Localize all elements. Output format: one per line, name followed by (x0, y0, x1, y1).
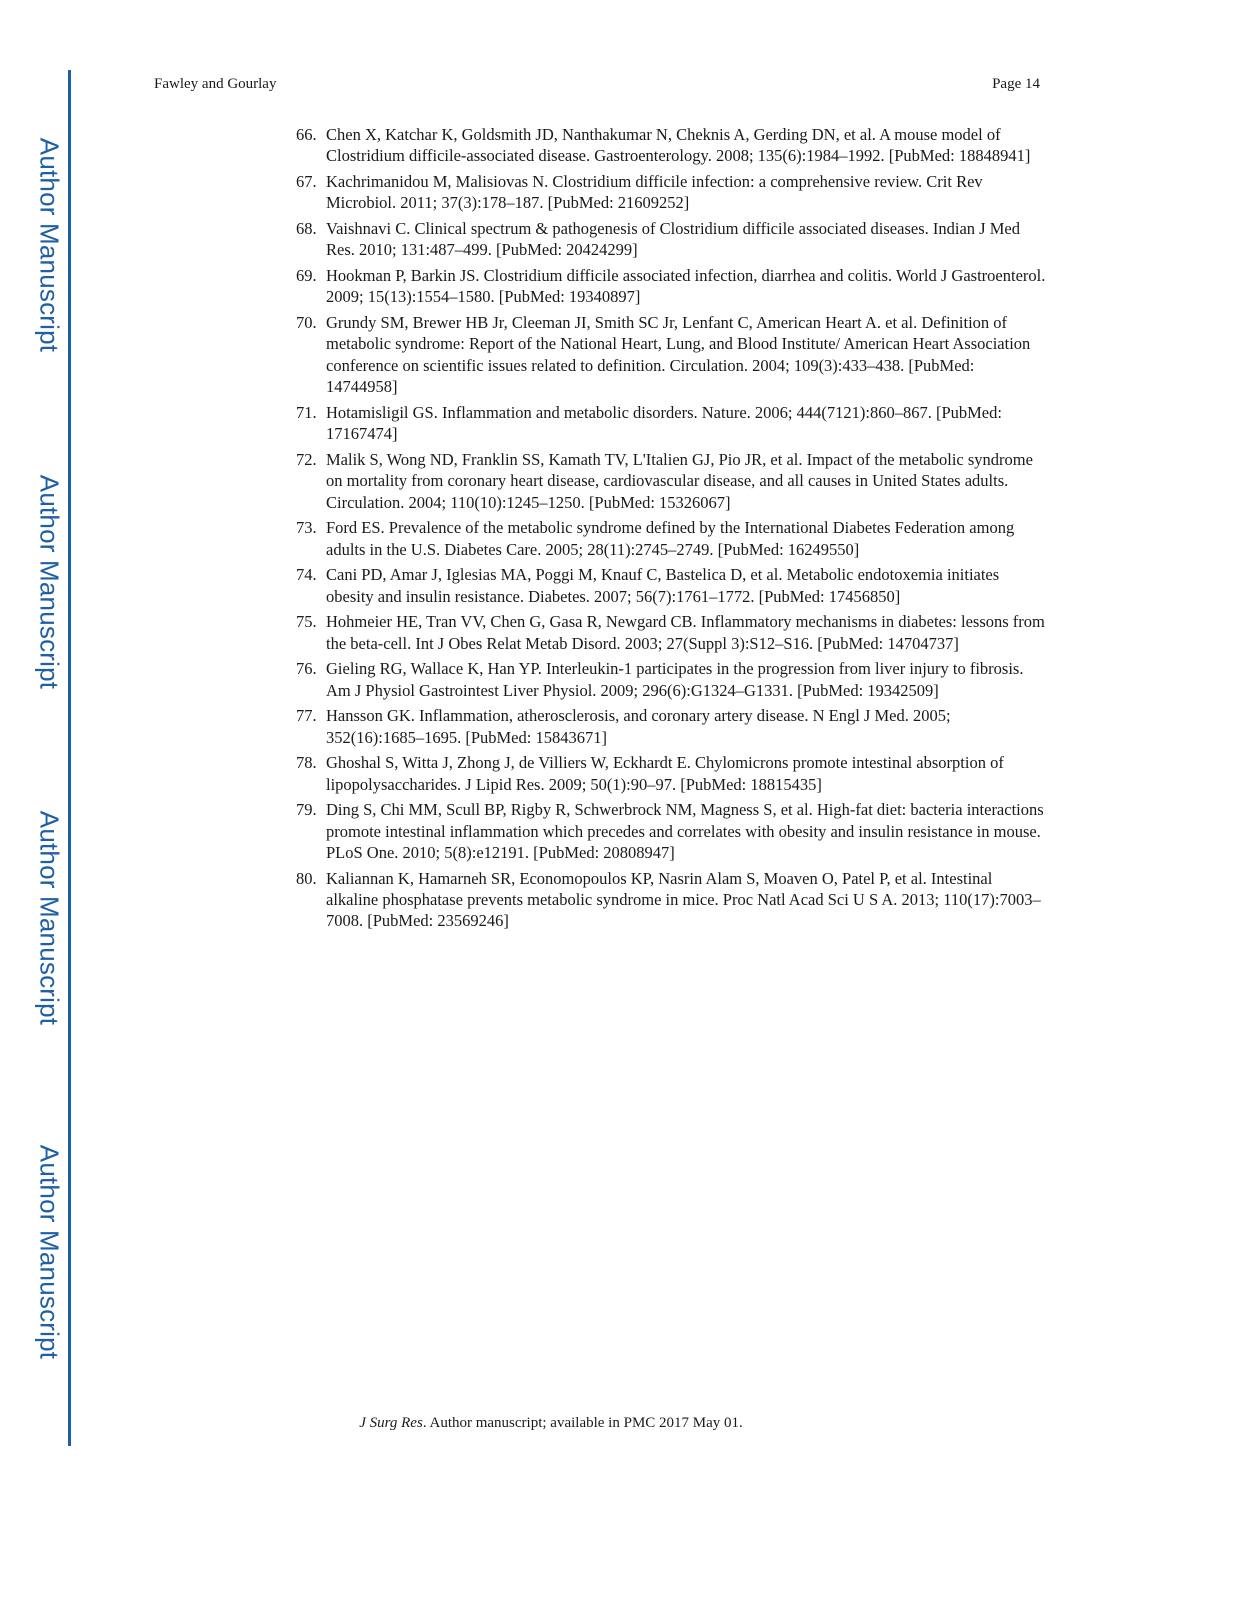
footer-journal-name: J Surg Res (359, 1415, 423, 1431)
reference-item (292, 868, 1048, 932)
reference-item (292, 218, 1048, 261)
reference-number: 79. (296, 800, 317, 820)
reference-list (292, 124, 1048, 936)
reference-number: 70. (296, 313, 317, 332)
reference-text: Vaishnavi C. Clinical spectrum & pathogenesis of Clostridium difficile associated diseases. Indian J Med Res. 2010; 131:487–499. [PubMed: 20424299] (326, 219, 1020, 260)
reference-text: Gieling RG, Wallace K, Han YP. Interleukin-1 participates in the progression from liver injury to fibrosis. Am J Physiol Gastrointest Liver Physiol. 2009; 296(6):G1324–G1331. [PubMed: 19342509] (326, 659, 1024, 700)
reference-text: Malik S, Wong ND, Franklin SS, Kamath TV, L'Italien GJ, Pio JR, et al. Impact of the metabolic syndrome on mortality from coronary heart disease, cardiovascular disease, and all causes in United States adults. Circulation. 2004; 110(10):1245–1250. [PubMed: 15326067] (326, 449, 1033, 512)
page-number: Page 14 (992, 76, 1040, 92)
reference-number: 78. (296, 753, 317, 773)
reference-number: 73. (296, 518, 317, 538)
reference-item (292, 799, 1048, 863)
reference-text: Hotamisligil GS. Inflammation and metabolic disorders. Nature. 2006; 444(7121):860–867. [PubMed: 17167474] (326, 402, 1002, 444)
reference-text: Cani PD, Amar J, Iglesias MA, Poggi M, Knauf C, Bastelica D, et al. Metabolic endotoxemia initiates obesity and insulin resistance. Diabetes. 2007; 56(7):1761–1772. [PubMed: 17456850] (326, 565, 1000, 606)
side-accent-bar (68, 70, 71, 1446)
page-footer (0, 1415, 1102, 1432)
footer-text: . Author manuscript; available in PMC 2017 May 01. (422, 1415, 743, 1431)
reference-text: Ford ES. Prevalence of the metabolic syndrome defined by the International Diabetes Federation among adults in the U.S. Diabetes Care. 2005; 28(11):2745–2749. [PubMed: 16249550] (326, 518, 1015, 559)
reference-number: 71. (296, 402, 317, 422)
reference-text: Grundy SM, Brewer HB Jr, Cleeman JI, Smith SC Jr, Lenfant C, American Heart A. et al. Definition of metabolic syndrome: Report of the National Heart, Lung, and Blood Institute/ American Heart Association conference on scientific issues related to definition. Circulation. 2004; 109(3):433–438. [PubMed: 14744958] (326, 313, 1031, 397)
reference-item (292, 124, 1048, 167)
reference-item (292, 449, 1048, 513)
reference-number: 72. (296, 449, 317, 469)
reference-text: Hookman P, Barkin JS. Clostridium difficile associated infection, diarrhea and colitis. World J Gastroenterol. 2009; 15(13):1554–1580. [PubMed: 19340897] (326, 266, 1046, 307)
reference-number: 69. (296, 266, 317, 285)
reference-text: Chen X, Katchar K, Goldsmith JD, Nanthakumar N, Cheknis A, Gerding DN, et al. A mouse model of Clostridium difficile-associated disease. Gastroenterology. 2008; 135(6):1984–1992. [PubMed: 18848941] (326, 125, 1031, 166)
reference-item (292, 171, 1048, 214)
reference-item (292, 752, 1048, 795)
reference-item (292, 312, 1048, 398)
reference-number: 66. (296, 125, 317, 144)
reference-text: Kachrimanidou M, Malisiovas N. Clostridium difficile infection: a comprehensive review. Crit Rev Microbiol. 2011; 37(3):178–187. [PubMed: 21609252] (326, 172, 983, 213)
reference-number: 77. (296, 706, 317, 726)
reference-item (292, 517, 1048, 560)
reference-item (292, 265, 1048, 308)
reference-item (292, 564, 1048, 607)
reference-number: 75. (296, 612, 317, 632)
reference-item (292, 658, 1048, 701)
running-header-authors: Fawley and Gourlay (154, 76, 277, 92)
reference-text: Hansson GK. Inflammation, atherosclerosis, and coronary artery disease. N Engl J Med. 2005; 352(16):1685–1695. [PubMed: 15843671] (326, 706, 951, 747)
reference-number: 76. (296, 659, 317, 679)
reference-item (292, 402, 1048, 445)
reference-text: Kaliannan K, Hamarneh SR, Economopoulos KP, Nasrin Alam S, Moaven O, Patel P, et al. Intestinal alkaline phosphatase prevents metabolic syndrome in mice. Proc Natl Acad Sci U S A. 2013; 110(17):7003–7008. [PubMed: 23569246] (326, 868, 1041, 931)
reference-text: Ghoshal S, Witta J, Zhong J, de Villiers W, Eckhardt E. Chylomicrons promote intestinal absorption of lipopolysaccharides. J Lipid Res. 2009; 50(1):90–97. [PubMed: 18815435] (326, 753, 1004, 794)
reference-text: Hohmeier HE, Tran VV, Chen G, Gasa R, Newgard CB. Inflammatory mechanisms in diabetes: lessons from the beta-cell. Int J Obes Relat Metab Disord. 2003; 27(Suppl 3):S12–S16. [PubMed: 14704737] (326, 612, 1045, 653)
reference-item (292, 611, 1048, 654)
reference-number: 74. (296, 565, 317, 585)
reference-number: 80. (296, 868, 317, 888)
reference-number: 67. (296, 172, 317, 191)
reference-item (292, 705, 1048, 748)
reference-text: Ding S, Chi MM, Scull BP, Rigby R, Schwerbrock NM, Magness S, et al. High-fat diet: bacteria interactions promote intestinal inflammation which precedes and correlates with obesity and insulin resistance in mouse. PLoS One. 2010; 5(8):e12191. [PubMed: 20808947] (326, 800, 1044, 863)
reference-number: 68. (296, 219, 317, 238)
